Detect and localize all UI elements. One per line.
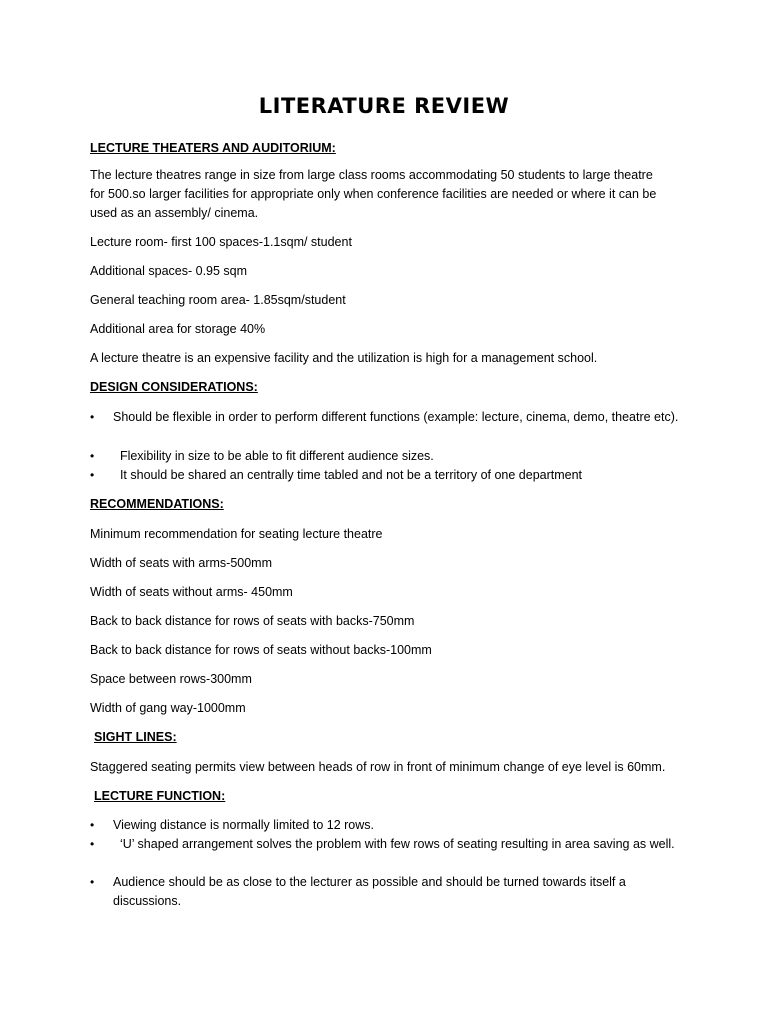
list-item-text: It should be shared an centrally time tabled and not be a territory of one department xyxy=(113,468,583,482)
text-line: Width of seats without arms- 450mm xyxy=(90,585,293,599)
bullet-icon: • xyxy=(90,410,95,424)
bullet-icon: • xyxy=(90,818,95,832)
text-line: A lecture theatre is an expensive facility and the utilization is high for a management school. xyxy=(90,351,598,365)
section-heading-lecture-function: LECTURE FUNCTION: xyxy=(94,789,226,803)
bullet-icon: • xyxy=(90,449,95,463)
page-title: LITERATURE REVIEW xyxy=(258,94,510,118)
text-line: Back to back distance for rows of seats without backs-100mm xyxy=(90,643,432,657)
text-line: Width of gang way-1000mm xyxy=(90,701,246,715)
section-heading-design-considerations: DESIGN CONSIDERATIONS: xyxy=(90,380,258,394)
list-item-text: Should be flexible in order to perform different functions (example: lecture, cinema, demo, theatre etc). xyxy=(113,410,679,424)
list-item-text: Viewing distance is normally limited to 12 rows. xyxy=(113,818,374,832)
text-line: Staggered seating permits view between heads of row in front of minimum change of eye level is 60mm. xyxy=(90,760,666,774)
list-item-text: ‘U’ shaped arrangement solves the problem with few rows of seating resulting in area saving as well. xyxy=(113,837,675,851)
paragraph-line: The lecture theatres range in size from large class rooms accommodating 50 students to large theatre xyxy=(90,168,653,182)
paragraph-line: for 500.so larger facilities for appropriate only when conference facilities are needed or where it can be xyxy=(90,187,657,201)
section-heading-sight-lines: SIGHT LINES: xyxy=(94,730,177,744)
text-line: Width of seats with arms-500mm xyxy=(90,556,272,570)
text-line: Minimum recommendation for seating lecture theatre xyxy=(90,527,383,541)
text-line: General teaching room area- 1.85sqm/student xyxy=(90,293,346,307)
section-heading-recommendations: RECOMMENDATIONS: xyxy=(90,497,224,511)
bullet-icon: • xyxy=(90,468,95,482)
text-line: Space between rows-300mm xyxy=(90,672,252,686)
list-item-text: Audience should be as close to the lecturer as possible and should be turned towards itself a discussions. xyxy=(113,875,626,908)
bullet-icon: • xyxy=(90,837,95,851)
text-line: Lecture room- first 100 spaces-1.1sqm/ student xyxy=(90,235,352,249)
text-line: Additional spaces- 0.95 sqm xyxy=(90,264,248,278)
list-item-text: Flexibility in size to be able to fit different audience sizes. xyxy=(113,449,434,463)
bullet-icon: • xyxy=(90,875,95,889)
section-heading-lecture-theaters: LECTURE THEATERS AND AUDITORIUM: xyxy=(90,141,336,155)
text-line: Back to back distance for rows of seats with backs-750mm xyxy=(90,614,415,628)
paragraph-line: used as an assembly/ cinema. xyxy=(90,206,259,220)
text-line: Additional area for storage 40% xyxy=(90,322,266,336)
